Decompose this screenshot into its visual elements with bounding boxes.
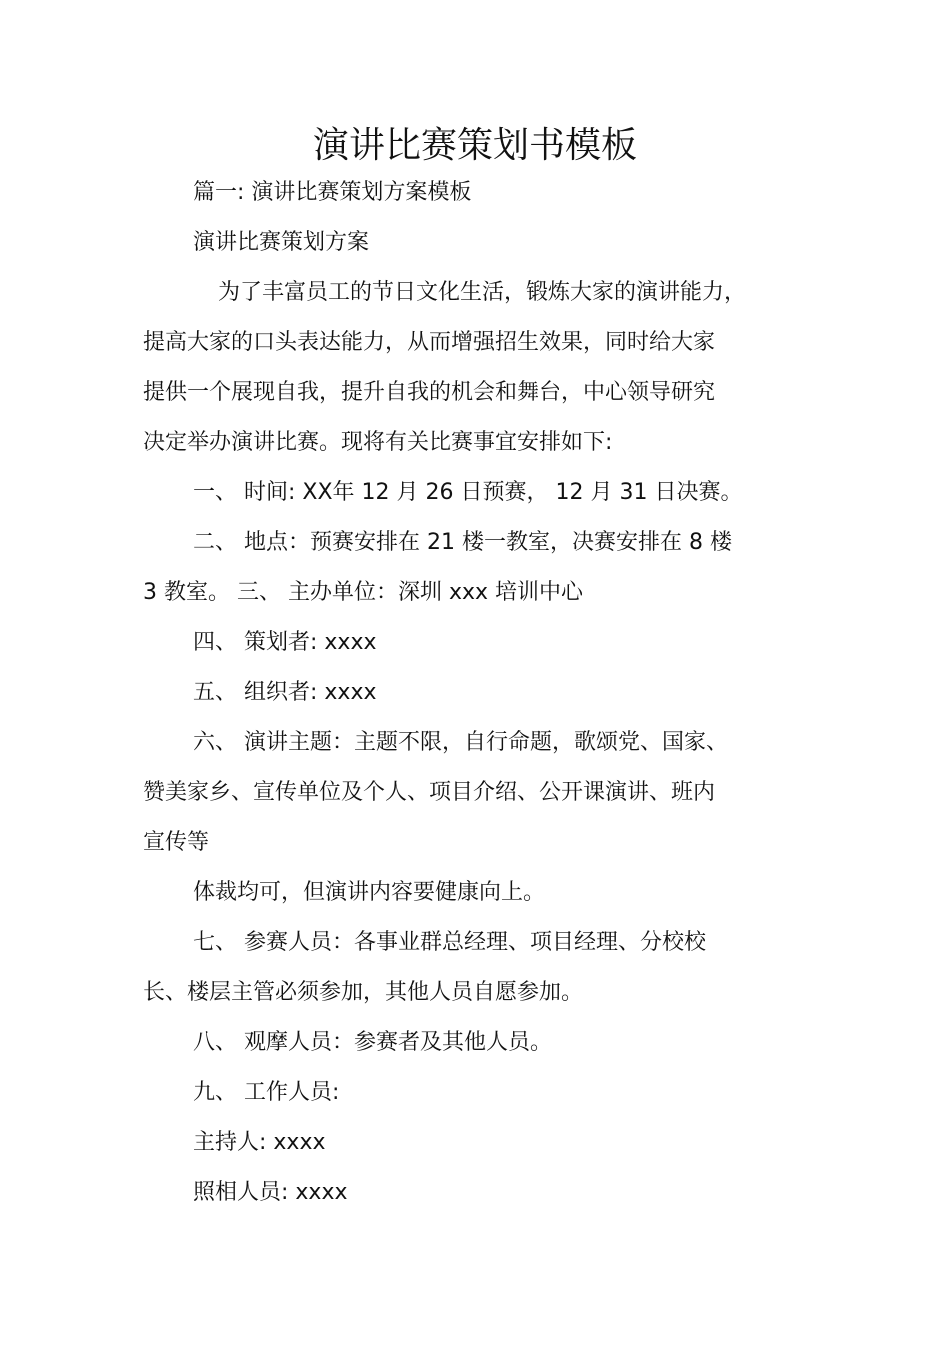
- list-item: 一、 时间: XX年 12 月 26 日预赛， 12 月 31 日决赛。: [193, 480, 743, 505]
- list-item: 二、 地点：预赛安排在 21 楼一教室，决赛安排在 8 楼: [193, 530, 732, 555]
- document-title: 演讲比赛策划书模板: [312, 125, 637, 166]
- list-item: 3 教室。 三、 主办单位：深圳 xxx 培训中心: [143, 580, 584, 605]
- paragraph-line: 提供一个展现自我，提升自我的机会和舞台，中心领导研究: [143, 380, 716, 405]
- paragraph-line: 体裁均可，但演讲内容要健康向上。: [193, 880, 546, 905]
- plan-heading: 演讲比赛策划方案: [193, 230, 370, 255]
- paragraph-line: 决定举办演讲比赛。现将有关比赛事宜安排如下:: [143, 430, 613, 455]
- staff-line: 主持人: xxxx: [193, 1130, 326, 1155]
- list-item: 八、 观摩人员：参赛者及其他人员。: [193, 1030, 552, 1055]
- paragraph-line: 为了丰富员工的节日文化生活，锻炼大家的演讲能力，: [218, 280, 747, 305]
- paragraph-line: 长、楼层主管必须参加，其他人员自愿参加。: [143, 980, 584, 1005]
- list-item: 九、 工作人员:: [193, 1080, 340, 1105]
- staff-line: 照相人员: xxxx: [193, 1180, 348, 1205]
- section-heading: 篇一: 演讲比赛策划方案模板: [193, 180, 472, 205]
- paragraph-line: 宣传等: [143, 830, 210, 855]
- paragraph-line: 提高大家的口头表达能力，从而增强招生效果，同时给大家: [143, 330, 716, 355]
- list-item: 七、 参赛人员：各事业群总经理、项目经理、分校校: [193, 930, 706, 955]
- paragraph-line: 赞美家乡、宣传单位及个人、项目介绍、公开课演讲、班内: [143, 780, 716, 805]
- list-item: 四、 策划者: xxxx: [193, 630, 377, 655]
- list-item: 六、 演讲主题：主题不限，自行命题，歌颂党、国家、: [193, 730, 728, 755]
- list-item: 五、 组织者: xxxx: [193, 680, 377, 705]
